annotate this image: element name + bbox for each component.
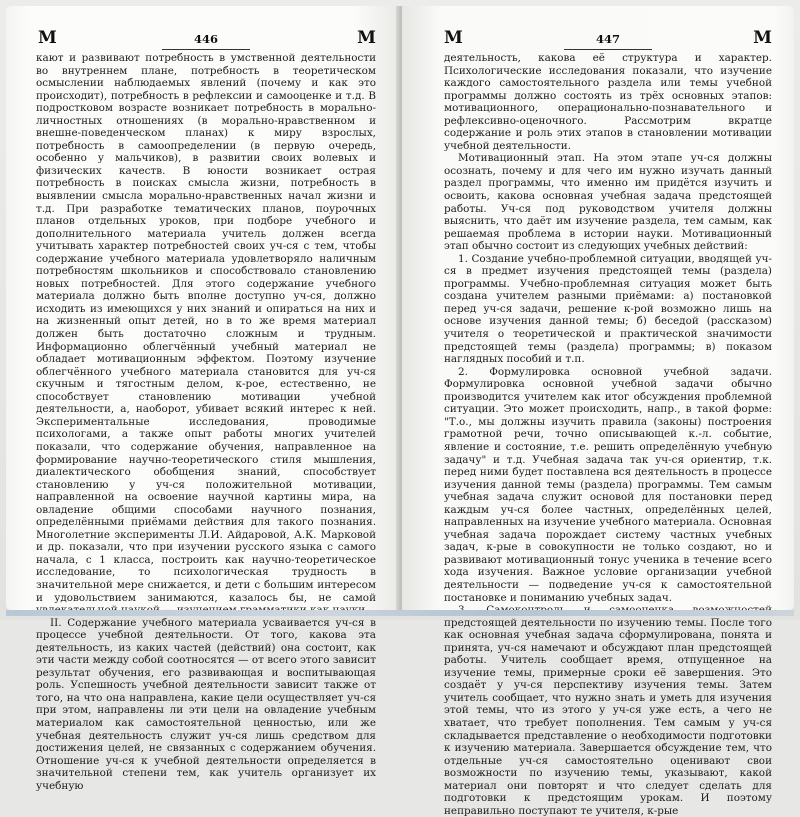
right-paragraph-5: предстоящей деятельности по изучению темы. После того как основная учебная задача сформулирована, понята и принята, уч-ся намечают и обсуждают план предстоящей работы. Учитель сообщает время, отпущенное на изучение темы, примерные сроки её завершения. Это создаёт у уч-ся перспективу изучения темы. Затем учитель сообщает, что нужно знать и уметь для изучения этой темы, что из этого у уч-ся уже есть, а чего не хватает, что требует пополнения. Тем самым у уч-ся складывается представление о необходимости подготовки к изучению материала. Завершается обсуждение тем, что отдельные уч-ся самостоятельно оценивают свои возможности по изучению темы, указывают, какой материал они повторят и что следует сделать для подготовки к предстоящим урокам. И поэтому неправильно поступают те учителя, к-рые bbox=[444, 616, 772, 817]
left-page-body bbox=[36, 52, 376, 792]
right-page bbox=[402, 6, 794, 817]
right-page-number: 447 bbox=[578, 32, 638, 46]
left-page-number: 446 bbox=[176, 32, 236, 46]
left-paragraph-2: II. Содержание учебного материала усваивается уч-ся в процессе учебной деятельности. От того, какова эта деятельность, из каких частей (действий) она состоит, как эти части между собой соотносятся — от всего этого зависит результат обучения, его развивающая и воспитывающая роль. Успешность учебной деятельности зависит также от того, на что она направлена, какие цели осуществляет уч-ся при этом, направлены ли эти цели на овладение учебным материалом как самостоятельной ценностью, или же учебная деятельность служит уч-ся лишь средством для достижения целей, не связанных с содержанием обучения. Отношение уч-ся к учебной деятельности определяется в значительной степени тем, как учитель организует их учебную bbox=[36, 616, 376, 792]
right-paragraph-4: 2. Формулировка основной учебной задачи. Формулировка основной учебной задачи обычно производится учителем как итог обсуждения проблемной ситуации. Это может происходить, напр., в такой форме: "Т.о., мы должны изучить правила (законы) построения грамотной речи, точно описывающей к.-л. событие, явление и состояние, т.е. решить определённую учебную задачу" и т.д. Учебная задача так уч-ся ориентир, т.к. перед ними будет поставлена вся деятельность в процессе изучения данной темы (раздела) программы. Тем самым учебная задача служит основой для постановки перед каждым уч-ся более частных, определённых целей, направленных на изучение учебного материала. Основная учебная задача порождает систему частных учебных задач, к-рые в совокупности не только создают, но и развивают мотивационный тонус ученика в течение всего хода изучения. Важное условие организации учебной деятельности — подведение уч-ся к самостоятельной постановке и пониманию учебных задач. bbox=[444, 365, 772, 604]
book-cover-edge bbox=[6, 610, 794, 616]
left-page-header bbox=[36, 24, 376, 48]
left-paragraph-1: кают и развивают потребность в умственной деятельности во внутреннем плане, потребность в теоретическом осмыслении наблюдаемых явлений (почему и как это происходит), потребность в рефлексии и самооценке и т.д. В подростковом возрасте возникает потребность в морально-личностных отношениях (в морально-нравственном и внешне-поведенческом планах) к миру взрослых, потребность в самоопределении (в первую очередь, особенно у мальчиков), в развитии своих волевых и физических качеств. В юности возникает острая потребность в поисках смысла жизни, потребность в выявлении смысла морально-нравственных начал жизни и т.д. При разработке тематических планов, поурочных планов отдельных уроков, при подборе учебного и дополнительного материала учитель должен всегда учитывать характер потребностей своих уч-ся с тем, чтобы содержание учебного материала удовлетворяло наличным потребностям школьников и способствовало становлению новых потребностей. Для этого содержание учебного материала должно быть вполне доступно уч-ся, должно исходить из имеющихся у них знаний и опираться на них и на жизненный опыт детей, но в то же время материал должен быть достаточно сложным и трудным. Информационно облегчённый учебный материал не обладает мотивационным эффектом. Поэтому изучение облегчённого учебного материала становится для уч-ся скучным и тягостным делом, к-рое, естественно, не способствует становлению мотивации учебной деятельности, а, наоборот, убивает всякий интерес к ней. Экспериментальные исследования, проводимые психологами, а также опыт работы многих учителей показали, что содержание обучения, направленное на формирование научно-теоретического стиля мышления, диалектического обобщения знаний, способствует становлению у уч-ся положительной мотивации, направленной на освоение научной картины мира, на овладение общими способами научного познания, определёнными приёмами действия для такого познания. Многолетние эксперименты Л.И. Айдаровой, А.К. Марковой и др. показали, что при изучении русского языка с самого начала, с 1 класса, построить как научно-теоретическое исследование, то психологическая трудность в значительной мере снижается, и дети с большим интересом и удовольствием занимаются, казалось бы, не самой bbox=[36, 52, 376, 604]
right-page-header-letter-right: М bbox=[753, 28, 772, 48]
left-page bbox=[6, 6, 400, 792]
right-paragraph-1: деятельность, какова её структура и характер. Психологические исследования показали, что изучение каждого самостоятельного раздела или темы учебной программы должно состоять из трёх основных этапов: мотивационного, операционально-познавательного и рефлексивно-оценочного. Рассмотрим вкратце содержание и роль этих этапов в становлении мотивации учебной деятельности. bbox=[444, 52, 772, 152]
right-paragraph-3: 1. Создание учебно-проблемной ситуации, вводящей уч-ся в предмет изучения предстоящей темы (раздела) программы. Учебно-проблемная ситуация может быть создана учителем разными приёмами: а) постановкой перед уч-ся задачи, решение к-рой возможно лишь на основе изучения данной темы; б) беседой (рассказом) учителя о теоретической и практической значимости предстоящей темы (раздела) программы; в) показом наглядных пособий и т.п. bbox=[444, 252, 772, 366]
left-page-header-letter-right: М bbox=[357, 28, 376, 48]
right-page-header-letter-left: М bbox=[444, 28, 463, 48]
left-page-header-letter-left: М bbox=[38, 28, 57, 48]
right-page-body bbox=[444, 52, 772, 817]
right-paragraph-2: Мотивационный этап. На этом этапе уч-ся должны осознать, почему и для чего им нужно изучать данный раздел программы, что именно им придётся изучить и освоить, какова основная учебная задача предстоящей работы. Уч-ся под руководством учителя должны выяснить, что даёт им изучение раздела, тем самым, как решаемая проблема в истории науки. Мотивационный этап обычно состоит из следующих учебных действий: bbox=[444, 152, 772, 253]
right-page-header bbox=[444, 24, 772, 48]
